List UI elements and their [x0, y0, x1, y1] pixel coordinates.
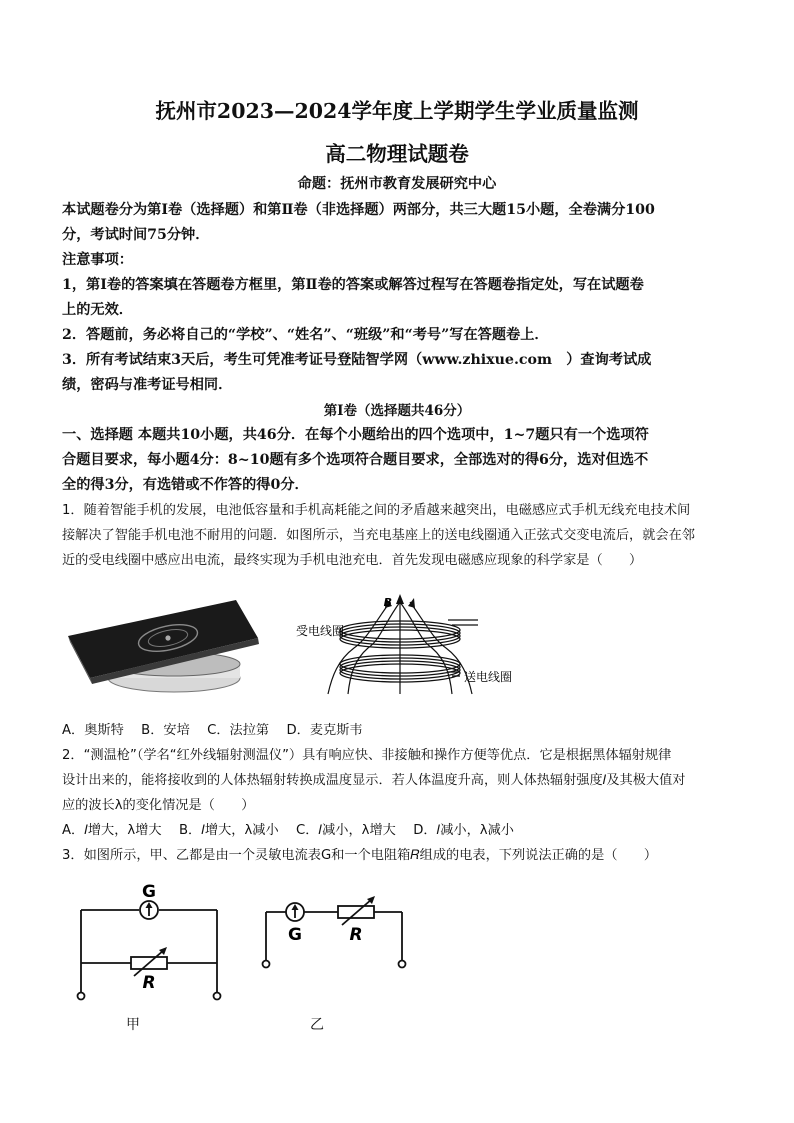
intro-line-2: 分，考试时间75分钟． [62, 227, 210, 243]
notes-heading: 注意事项： [62, 252, 133, 268]
galvanometer-label-jia: G [142, 882, 156, 902]
q2-line-1: 2．“测温枪”（学名“红外线辐射测温仪”）具有响应快、非接触和操作方便等优点．它是根据黑体辐射规律 [62, 748, 672, 763]
q2-line-2: 设计出来的，能将接收到的人体热辐射转换成温度显示．若人体温度升高，则人体热辐射强度𝐼及其极大值对 [62, 773, 686, 788]
q3-line-1: 3．如图所示，甲、乙都是由一个灵敏电流表G和一个电阻箱𝑅组成的电表，下列说法正确的是（ ） [62, 848, 658, 863]
note-3-line-2: 绩，密码与准考证号相同． [62, 377, 233, 393]
exam-title: 抚州市2023—2024学年度上学期学生学业质量监测 [155, 99, 639, 123]
q2-options: A．𝐼增大，λ增大 B．𝐼增大，λ减小 C．𝐼减小，λ增大 D．𝐼减小，λ减小 [62, 823, 514, 838]
section-desc-3: 全的得3分，有选错或不作答的得0分． [62, 477, 309, 493]
phone-charger-figure [62, 592, 270, 700]
q1-line-1: 1．随着智能手机的发展，电池低容量和手机高耗能之间的矛盾越来越突出，电磁感应式手机无线充电技术间 [62, 503, 691, 518]
note-1-line-1: 1，第Ⅰ卷的答案填在答题卷方框里，第Ⅱ卷的答案或解答过程写在答题卷指定处，写在试题卷 [62, 277, 644, 293]
caption-jia: 甲 [126, 1017, 140, 1033]
section-desc-2: 合题目要求，每小题4分：8~10题有多个选项符合题目要求，全部选对的得6分，选对但选不 [62, 452, 649, 468]
section-desc-1: 一、选择题 本题共10小题，共46分．在每个小题给出的四个选项中，1~7题只有一个选项符 [62, 427, 649, 443]
author-line: 命题：抚州市教育发展研究中心 [297, 176, 497, 192]
field-label-b: B [383, 596, 392, 609]
intro-line-1: 本试题卷分为第Ⅰ卷（选择题）和第Ⅱ卷（非选择题）两部分，共三大题15小题，全卷满分100 [62, 202, 655, 218]
note-2: 2．答题前，务必将自己的“学校”、“姓名”、“班级”和“考号”写在答题卷上． [62, 327, 549, 343]
circuit-jia [70, 880, 230, 1006]
q2-line-3: 应的波长λ的变化情况是（ ） [62, 798, 255, 813]
send-coil-label: 送电线圈 [464, 670, 513, 684]
section-heading: 第Ⅰ卷（选择题共46分） [323, 403, 471, 419]
q1-line-2: 接解决了智能手机电池不耐用的问题．如图所示，当充电基座上的送电线圈通入正弦式交变电流后，就会在邻 [62, 528, 695, 543]
receive-coil-label: 受电线圈 [296, 624, 345, 638]
coil-diagram [288, 590, 536, 702]
circuit-yi [256, 894, 416, 976]
q1-options: A．奥斯特 B．安培 C．法拉第 D．麦克斯韦 [62, 723, 363, 738]
note-1-line-2: 上的无效． [62, 302, 133, 318]
q1-line-3: 近的受电线圈中感应出电流，最终实现为手机电池充电．首先发现电磁感应现象的科学家是（ ） [62, 553, 643, 568]
resistor-label-yi: R [349, 925, 363, 945]
exam-subtitle: 高二物理试题卷 [325, 142, 469, 166]
note-3-line-1: 3．所有考试结束3天后，考生可凭准考证号登陆智学网（www.zhixue.com ）查询考试成 [62, 352, 652, 368]
galvanometer-label-yi: G [288, 925, 302, 945]
resistor-label-jia: R [142, 973, 156, 993]
caption-yi: 乙 [310, 1017, 324, 1033]
